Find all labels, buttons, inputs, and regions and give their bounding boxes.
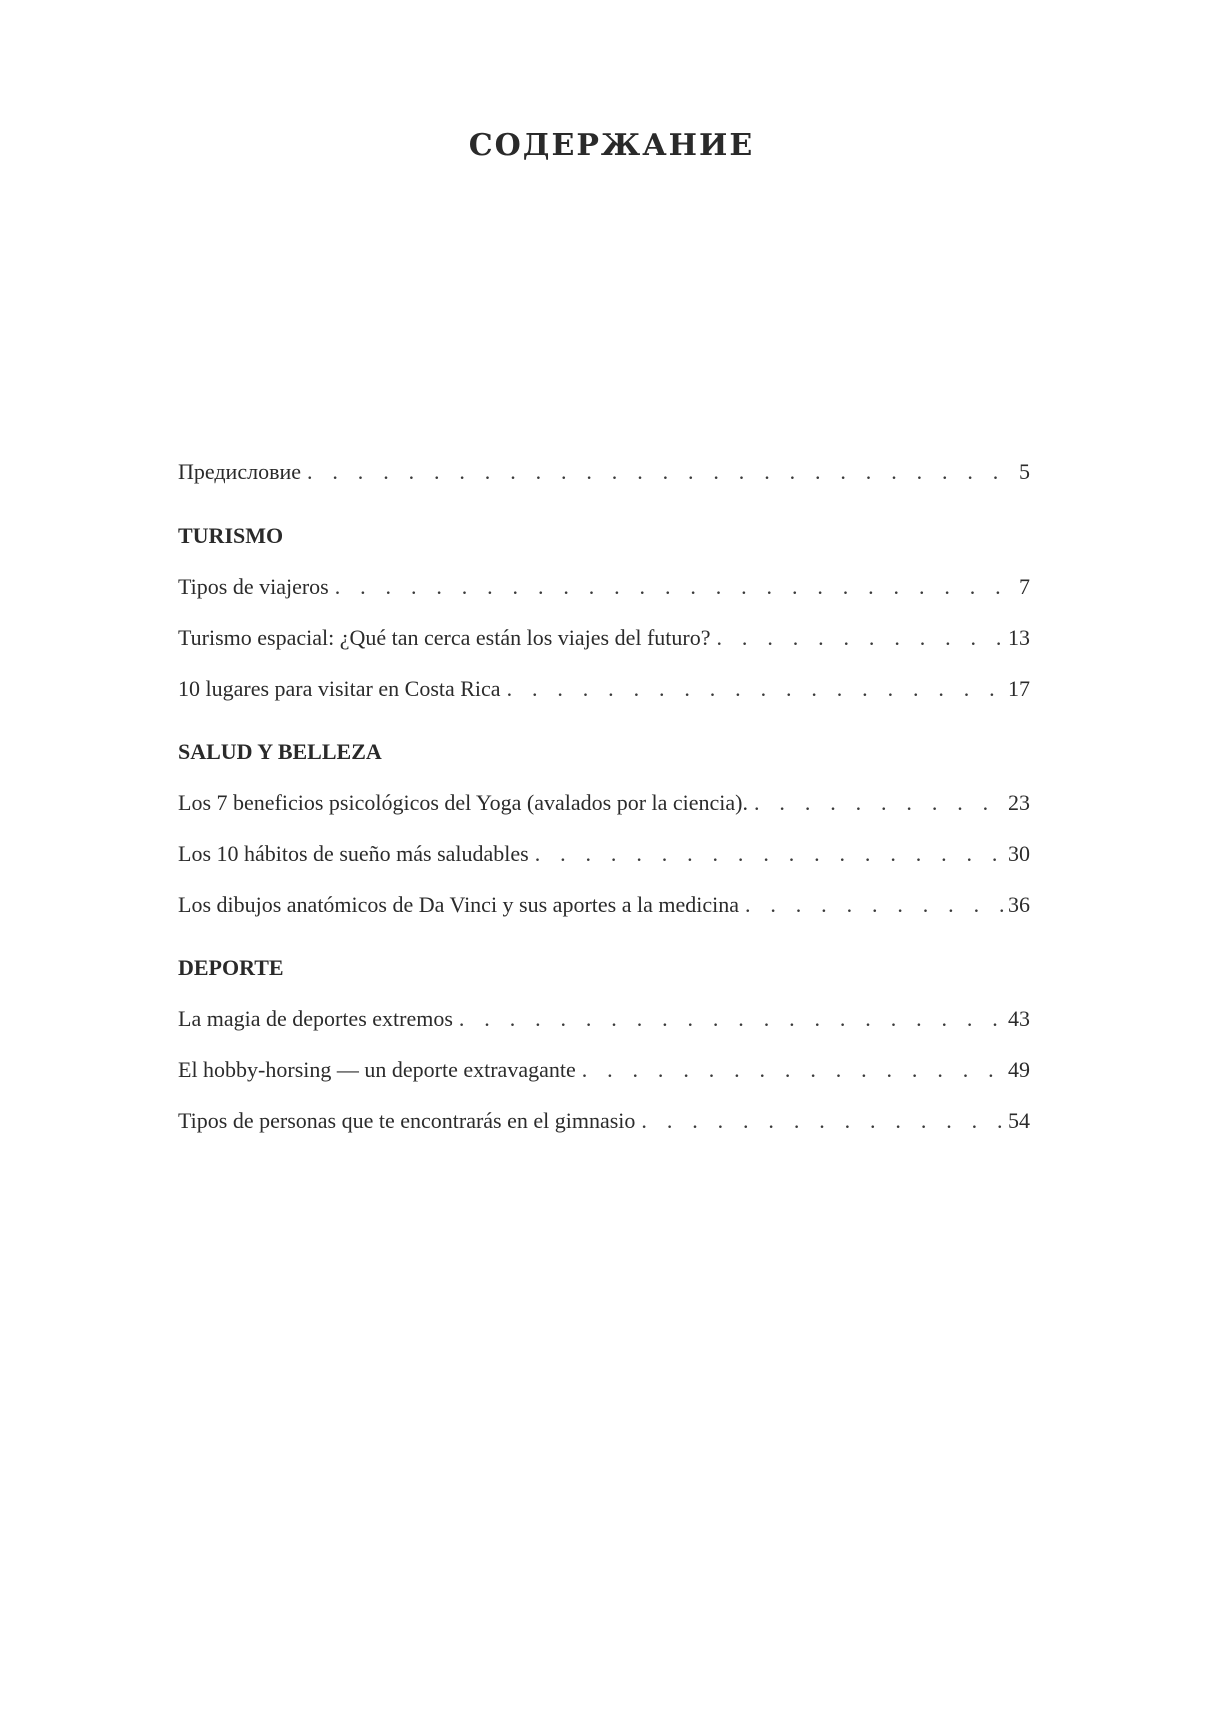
- toc-page-number: 5: [1019, 459, 1030, 484]
- toc-page-number: 17: [1008, 676, 1030, 701]
- toc-entry-label: Tipos de personas que te encontrarás en el gimnasio: [178, 1108, 636, 1133]
- dot-leader: [335, 572, 1015, 602]
- toc-page-number: 54: [1008, 1108, 1030, 1133]
- toc-entry-label: Предисловие: [178, 459, 301, 484]
- toc-page-number: 7: [1019, 574, 1030, 599]
- toc-entry[interactable]: [178, 572, 1030, 602]
- dot-leader: [535, 839, 1004, 869]
- toc-entry[interactable]: [178, 623, 1030, 653]
- toc-entry-preface[interactable]: [178, 457, 1030, 487]
- toc-entry[interactable]: [178, 788, 1030, 818]
- toc-entry[interactable]: [178, 890, 1030, 920]
- dot-leader: [717, 623, 1004, 653]
- dot-leader: [459, 1004, 1004, 1034]
- dot-leader: [745, 890, 1004, 920]
- toc-entry-label: Los 10 hábitos de sueño más saludables: [178, 841, 529, 866]
- dot-leader: [754, 788, 1004, 818]
- page-title: СОДЕРЖАНИЕ: [468, 128, 755, 163]
- section-heading-turismo: TURISMO: [178, 523, 284, 548]
- toc-entry-label: La magia de deportes extremos: [178, 1006, 453, 1031]
- toc-entry-label: Los dibujos anatómicos de Da Vinci y sus aportes a la medicina: [178, 892, 739, 917]
- toc-entry-label: Los 7 beneficios psicológicos del Yoga (avalados por la ciencia).: [178, 790, 749, 815]
- section-heading-salud-y-belleza: SALUD Y BELLEZA: [178, 739, 382, 764]
- toc-entry-label: 10 lugares para visitar en Costa Rica: [178, 676, 501, 701]
- dot-leader: [307, 457, 1015, 487]
- toc-entry[interactable]: [178, 674, 1030, 704]
- toc-page-number: 30: [1008, 841, 1030, 866]
- dot-leader: [507, 674, 1004, 704]
- toc-page-number: 49: [1008, 1057, 1030, 1082]
- toc-entry-label: Turismo espacial: ¿Qué tan cerca están los viajes del futuro?: [178, 625, 711, 650]
- dot-leader: [582, 1055, 1004, 1085]
- toc-page-number: 43: [1008, 1006, 1030, 1031]
- toc-entry[interactable]: [178, 839, 1030, 869]
- toc-entry[interactable]: [178, 1004, 1030, 1034]
- section-heading-deporte: DEPORTE: [178, 955, 284, 980]
- toc-page-number: 36: [1008, 892, 1030, 917]
- toc-entry-label: Tipos de viajeros: [178, 574, 329, 599]
- toc-entry[interactable]: [178, 1106, 1030, 1136]
- toc-entry[interactable]: [178, 1055, 1030, 1085]
- toc-entry-label: El hobby-horsing — un deporte extravagante: [178, 1057, 576, 1082]
- toc-page-number: 23: [1008, 790, 1030, 815]
- toc-page-number: 13: [1008, 625, 1030, 650]
- dot-leader: [641, 1106, 1004, 1136]
